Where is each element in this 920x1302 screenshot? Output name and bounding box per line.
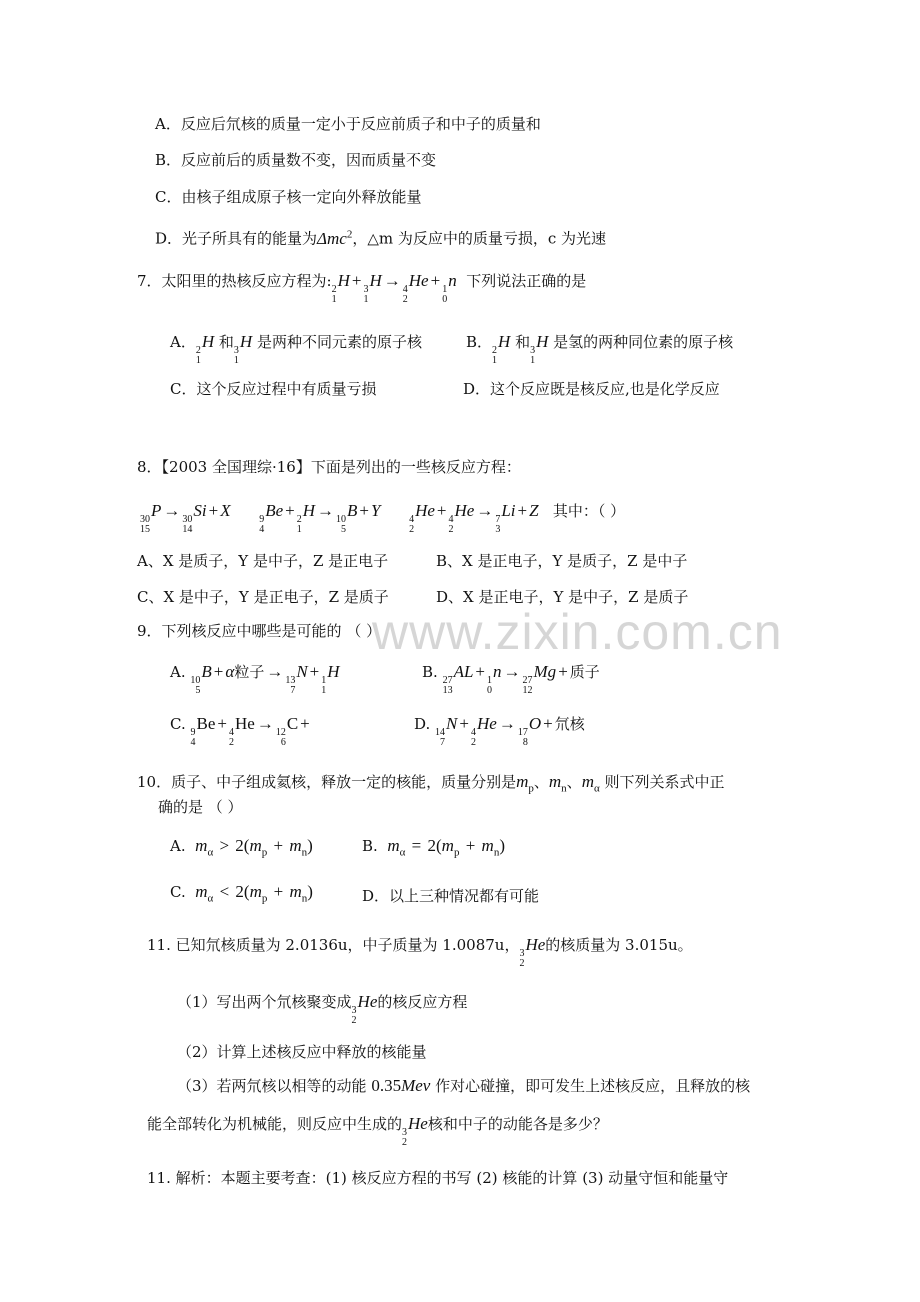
- q7-option-a: A． 2 1 H 和 3 1 H 是两种不同元素的原子核: [170, 332, 422, 366]
- q11-part3-line2: 能全部转化为机械能，则反应中生成的 3 2 He核和中子的动能各是多少？: [147, 1114, 608, 1148]
- q8-equations: 30 15 P → 30 14 Si + X 9 4 Be + 2 1 H → 10 5 B + Y 4 2 He + 4 2 He → 7 3 Li + Z 其中：（ ）: [140, 501, 626, 535]
- q8-option-b: B、X 是正电子，Y 是质子，Z 是中子: [436, 552, 688, 570]
- q8-option-c: C、X 是中子，Y 是正电子，Z 是质子: [137, 588, 389, 606]
- q10-option-d: D．以上三种情况都有可能: [362, 887, 540, 905]
- q11-part1: （1）写出两个氘核聚变成 3 2 He的核反应方程: [177, 992, 468, 1026]
- q7-option-b: B． 2 1 H 和 3 1 H 是氢的两种同位素的原子核: [466, 332, 734, 366]
- q10-option-a: A. $m_\alpha > 2(m_p + m_n)$: [170, 836, 313, 859]
- q10-option-c: C. $m_\alpha < 2(m_p + m_n)$: [170, 882, 313, 905]
- q6-option-c: C．由核子组成原子核一定向外释放能量: [155, 188, 422, 206]
- q10-stem: 10．质子、中子组成氦核，释放一定的核能，质量分别是$m_p$、$m_n$、$m_\alpha$ 则下列关系式中正: [137, 772, 725, 795]
- energy-formula: Δmc$^2$: [317, 228, 353, 248]
- q6-option-a: A．反应后氘核的质量一定小于反应前质子和中子的质量和: [155, 115, 541, 133]
- q11-analysis: 11. 解析：本题主要考查：(1) 核反应方程的书写 (2) 核能的计算 (3) 动量守恒和能量守: [147, 1169, 729, 1187]
- q10-option-b: B. $m_\alpha = 2(m_p + m_n)$: [362, 836, 505, 859]
- q8-option-a: A、X 是质子，Y 是中子，Z 是正电子: [137, 552, 389, 570]
- q10-stem-line2: 确的是 （ ）: [158, 798, 243, 816]
- q8-stem: 8．【2003 全国理综·16】下面是列出的一些核反应方程：: [137, 458, 521, 476]
- q7-option-c: C．这个反应过程中有质量亏损: [170, 380, 377, 398]
- q9-option-b: B. 27 13 AL + 1 0 n → 27 12 Mg + 质子: [422, 662, 600, 696]
- q8-option-d: D、X 是正电子，Y 是中子，Z 是质子: [436, 588, 689, 606]
- q7-stem: 7．太阳里的热核反应方程为: 2 1 H + 3 1 H → 4 2 He + 1 0 n 下列说法正确的是: [137, 271, 587, 305]
- q11-part3: （3）若两氘核以相等的动能 0.35Mev 作对心碰撞，即可发生上述核反应，且释放的核: [177, 1076, 751, 1095]
- q9-option-a: A. 10 5 B + α粒子 → 13 7 N + 1 1 H: [170, 662, 340, 696]
- q11-stem: 11. 已知氘核质量为 2.0136u，中子质量为 1.0087u， 3 2 He的核质量为 3.015u。: [147, 935, 693, 969]
- q9-option-d: D. 14 7 N + 4 2 He → 17 8 O + 氘核: [414, 714, 585, 748]
- q7-option-d: D．这个反应既是核反应,也是化学反应: [463, 380, 720, 398]
- q6-option-b: B．反应前后的质量数不变，因而质量不变: [155, 151, 437, 169]
- q11-part2: （2）计算上述核反应中释放的核能量: [177, 1043, 427, 1061]
- q9-stem: 9．下列核反应中哪些是可能的 （ ）: [137, 622, 382, 640]
- watermark-text: www.zixin.com.cn: [372, 604, 783, 660]
- q9-option-c: C. 9 4 Be + 4 2 He → 12 6 C +: [170, 714, 310, 748]
- fusion-equation: 2 1 H + 3 1 H → 4 2 He + 1 0 n: [331, 271, 457, 305]
- q6-option-d: D．光子所具有的能量为Δmc$^2$，△m 为反应中的质量亏损，c 为光速: [155, 228, 607, 248]
